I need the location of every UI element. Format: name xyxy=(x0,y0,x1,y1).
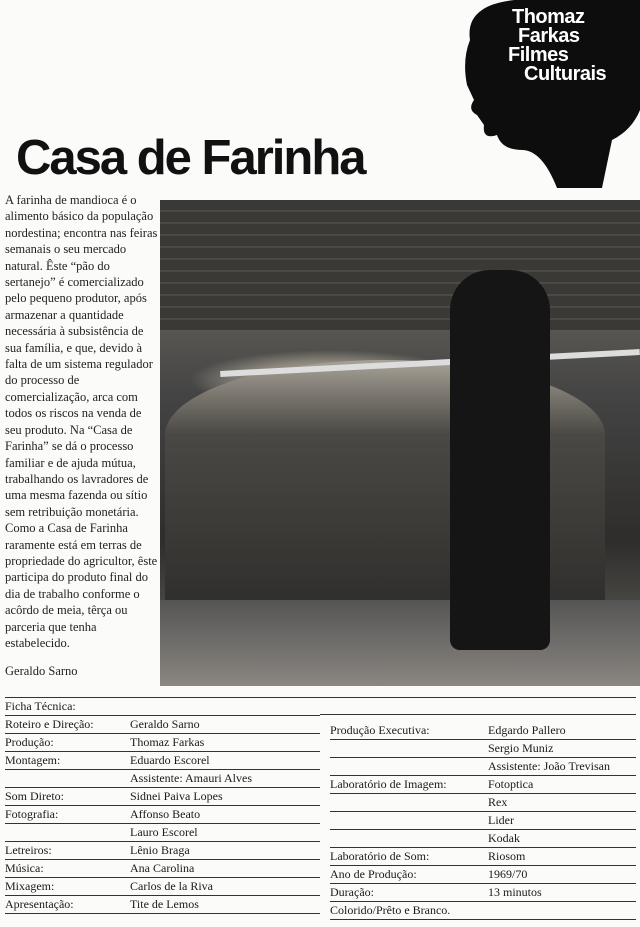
credit-row xyxy=(5,716,320,734)
photo-casa-de-farinha xyxy=(160,200,640,686)
credit-value: 1969/70 xyxy=(488,867,528,881)
credit-value: Sergio Muniz xyxy=(488,741,554,755)
credit-row xyxy=(5,824,320,842)
credit-value: 13 minutos xyxy=(488,885,542,899)
credit-value: Riosom xyxy=(488,849,526,863)
author: Geraldo Sarno xyxy=(5,664,78,679)
credit-row xyxy=(5,698,320,716)
credit-row xyxy=(5,860,320,878)
credit-label xyxy=(5,770,130,787)
logo-line: Farkas xyxy=(518,25,580,47)
credit-label xyxy=(5,824,130,841)
credit-label xyxy=(330,794,488,811)
credit-row xyxy=(330,794,636,812)
credit-row xyxy=(330,740,636,758)
credit-row xyxy=(330,848,636,866)
credit-row xyxy=(5,878,320,896)
logo-line: Filmes xyxy=(508,44,569,66)
credit-label: Roteiro e Direção: xyxy=(5,717,94,731)
credit-value: Carlos de la Riva xyxy=(130,879,213,893)
credit-row xyxy=(5,770,320,788)
credit-value: Geraldo Sarno xyxy=(130,717,200,731)
credit-value: Assistente: João Trevisan xyxy=(488,759,611,773)
credit-label xyxy=(330,758,488,775)
credit-value: Tite de Lemos xyxy=(130,897,199,911)
credit-row xyxy=(330,812,636,830)
credit-value: Lênio Braga xyxy=(130,843,190,857)
credit-row xyxy=(330,758,636,776)
body-text: A farinha de mandioca é o alimento básico da população nordestina; encontra nas feiras semanais o seu mercado natural. Êste “pão do sertanejo” é comercializado pelo pequeno produtor, após armazenar a quantidade necessária à subsistência de sua família, e que, devido à falta de um sistema regulador do processo de comercialização, arca com todos os riscos na venda de seu produto. Na “Casa de Farinha” se dá o processo familiar e de ajuda mútua, trabalhando os lavradores de uma mesma fazenda ou sítio sem retribuição monetária. Como a Casa de Farinha raramente está em terras de propriedade do agricultor, êste participa do produto final do dia de trabalho conforme o acôrdo de meia, têrça ou parceria que tenha estabelecido. xyxy=(5,193,158,650)
credit-value: Ana Carolina xyxy=(130,861,195,875)
credit-label: Produção Executiva: xyxy=(330,723,430,737)
text-column xyxy=(5,192,158,680)
credit-row xyxy=(330,884,636,902)
credit-label: Duração: xyxy=(330,885,374,899)
credit-label: Música: xyxy=(5,861,44,875)
credit-value: Rex xyxy=(488,795,508,809)
page-title: Casa de Farinha xyxy=(16,131,365,185)
credit-value: Assistente: Amauri Alves xyxy=(130,771,252,785)
credit-row xyxy=(5,842,320,860)
credit-row xyxy=(330,722,636,740)
credit-label: Laboratório de Imagem: xyxy=(330,777,447,791)
credit-row xyxy=(330,866,636,884)
credit-label: Laboratório de Som: xyxy=(330,849,430,863)
credit-value: Edgardo Pallero xyxy=(488,723,566,737)
credit-label: Mixagem: xyxy=(5,879,55,893)
credit-row xyxy=(5,752,320,770)
credits-left xyxy=(5,698,320,914)
credit-row xyxy=(5,896,320,914)
credit-label: Som Direto: xyxy=(5,789,64,803)
divider xyxy=(320,714,636,715)
credit-value: Lauro Escorel xyxy=(130,825,198,839)
credit-row xyxy=(5,734,320,752)
credit-label: Fotografia: xyxy=(5,807,59,821)
logo-line: Thomaz xyxy=(512,6,585,28)
credit-row xyxy=(330,830,636,848)
credit-label: Letreiros: xyxy=(5,843,52,857)
credits-right xyxy=(330,722,636,920)
credit-row xyxy=(330,776,636,794)
credit-value: Eduardo Escorel xyxy=(130,753,210,767)
credit-label: Ficha Técnica: xyxy=(5,699,76,713)
credit-row xyxy=(5,806,320,824)
thomaz-farkas-logo xyxy=(462,0,640,188)
credit-value: Thomaz Farkas xyxy=(130,735,205,749)
credit-label: Montagem: xyxy=(5,753,61,767)
credit-value: Affonso Beato xyxy=(130,807,201,821)
credit-value: Kodak xyxy=(488,831,520,845)
credit-label xyxy=(330,830,488,847)
credit-label: Ano de Produção: xyxy=(330,867,417,881)
logo-line: Culturais xyxy=(524,63,607,85)
credit-label xyxy=(330,812,488,829)
credit-label xyxy=(330,740,488,757)
credit-value: Fotoptica xyxy=(488,777,534,791)
credit-label: Colorido/Prêto e Branco. xyxy=(330,903,451,917)
credit-label: Produção: xyxy=(5,735,54,749)
credit-row xyxy=(5,788,320,806)
credit-label: Apresentação: xyxy=(5,897,74,911)
credit-value: Lider xyxy=(488,813,514,827)
credit-value: Sidnei Paiva Lopes xyxy=(130,789,223,803)
credit-row xyxy=(330,902,636,920)
